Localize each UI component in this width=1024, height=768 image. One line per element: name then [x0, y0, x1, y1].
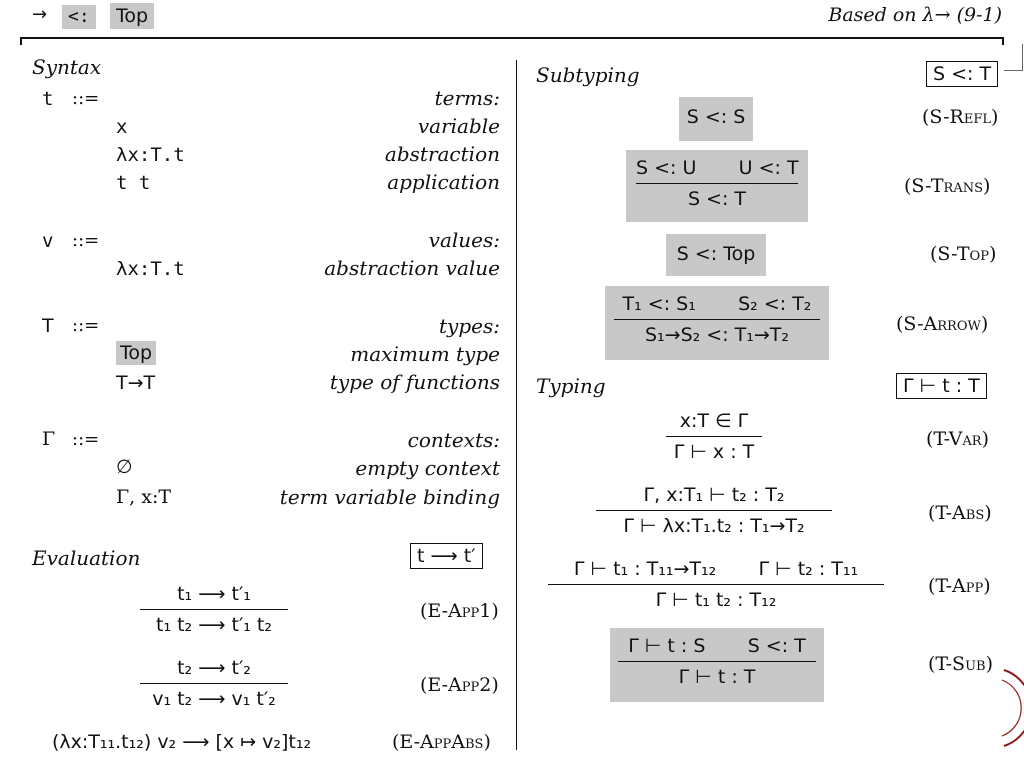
type-expr-function: T→T	[116, 372, 156, 394]
rule-t-abs-name: (T-Abs)	[928, 502, 992, 524]
rule-t-sub	[618, 634, 816, 689]
rule-t-var-bar	[666, 436, 762, 437]
subtyping-judgment: S <: T	[926, 61, 998, 87]
terms-label: terms:	[434, 86, 500, 110]
types-label: types:	[439, 314, 500, 338]
term-desc-abstraction: abstraction	[384, 142, 500, 166]
types-meta: T	[42, 315, 54, 337]
rule-s-arrow-conclusion: S₁→S₂ <: T₁→T₂	[644, 324, 790, 346]
rule-s-arrow-premise: T₁ <: S₁ S₂ <: T₂	[622, 293, 812, 315]
context-expr-empty: ∅	[116, 456, 133, 478]
rule-s-trans-premise: S <: U U <: T	[636, 157, 799, 179]
based-on-note: Based on λ→ (9-1)	[828, 4, 1002, 26]
rule-t-var-name: (T-Var)	[926, 428, 989, 450]
rule-e-app1	[140, 582, 288, 637]
rule-s-arrow-bar	[614, 319, 820, 320]
syntax-title: Syntax	[32, 55, 102, 79]
rule-t-sub-bar	[618, 661, 816, 662]
rule-e-app2	[140, 656, 288, 711]
contexts-def: ::=	[72, 429, 100, 450]
rule-s-trans	[636, 156, 798, 211]
rule-t-abs-bar	[596, 510, 832, 511]
typing-judgment: Γ ⊢ t : T	[896, 373, 987, 399]
evaluation-judgment: t ⟶ t′	[410, 543, 483, 569]
rule-e-app2-conclusion: v₁ t₂ ⟶ v₁ t′₂	[152, 688, 276, 710]
header-arrow-icon: →	[32, 4, 48, 25]
context-expr-binding: Γ, x:T	[116, 486, 172, 508]
rule-t-app-bar	[548, 584, 884, 585]
rule-e-app2-name: (E-App2)	[420, 674, 499, 696]
type-desc-function: type of functions	[329, 370, 500, 394]
rule-e-app1-name: (E-App1)	[420, 600, 499, 622]
evaluation-title: Evaluation	[32, 546, 141, 570]
rule-e-app1-bar	[140, 609, 288, 610]
rule-s-trans-bar	[636, 183, 798, 184]
header-rule-left-tick	[20, 37, 22, 45]
term-expr-abstraction: λx:T.t	[116, 144, 185, 166]
header-subtype-op: <:	[62, 5, 96, 29]
term-expr-application: t t	[116, 172, 151, 194]
rule-s-trans-name: (S-Trans)	[904, 175, 991, 197]
types-def: ::=	[72, 315, 100, 336]
rule-t-app-conclusion: Γ ⊢ t₁ t₂ : T₁₂	[655, 589, 777, 611]
rule-t-app-premise: Γ ⊢ t₁ : T₁₁→T₁₂ Γ ⊢ t₂ : T₁₁	[573, 558, 859, 580]
context-desc-empty: empty context	[355, 456, 500, 480]
rule-e-appabs-expr: (λx:T₁₁.t₁₂) v₂ ⟶ [x ↦ v₂]t₁₂	[52, 731, 312, 753]
rule-s-top-conclusion: S <: Top	[676, 243, 756, 265]
rule-e-app1-conclusion: t₁ t₂ ⟶ t′₁ t₂	[156, 614, 272, 636]
rule-t-var-conclusion: Γ ⊢ x : T	[673, 441, 755, 463]
term-desc-variable: variable	[417, 114, 500, 138]
values-def: ::=	[72, 230, 100, 251]
rule-e-app2-premise: t₂ ⟶ t′₂	[177, 657, 251, 679]
type-expr-top: Top	[116, 341, 156, 365]
rule-t-app	[548, 557, 884, 612]
rule-s-refl-conclusion: S <: S	[686, 106, 746, 128]
rule-t-sub-name: (T-Sub)	[928, 653, 993, 675]
term-desc-application: application	[387, 170, 500, 194]
rule-t-sub-conclusion: Γ ⊢ t : T	[678, 666, 756, 688]
rule-t-sub-premise: Γ ⊢ t : S S <: T	[628, 635, 806, 657]
terms-meta: t	[42, 88, 54, 110]
seal-fragment-icon	[1000, 668, 1024, 748]
values-meta: v	[42, 230, 54, 252]
header-rule	[20, 37, 1004, 39]
rule-t-abs-conclusion: Γ ⊢ λx:T₁.t₂ : T₁→T₂	[623, 515, 805, 537]
rule-t-var-premise: x:T ∈ Γ	[679, 410, 749, 432]
contexts-meta: Γ	[42, 428, 56, 450]
subtyping-title: Subtyping	[536, 63, 640, 87]
rule-s-arrow-name: (S-Arrow)	[896, 313, 989, 335]
rule-t-abs	[596, 483, 832, 538]
rule-e-appabs-name: (E-AppAbs)	[392, 731, 491, 753]
values-label: values:	[428, 228, 500, 252]
rule-s-refl-name: (S-Refl)	[922, 106, 999, 128]
right-edge-bracket	[1004, 44, 1023, 71]
rule-t-abs-premise: Γ, x:T₁ ⊢ t₂ : T₂	[643, 484, 785, 506]
value-desc-abstraction: abstraction value	[324, 256, 500, 280]
rule-t-app-name: (T-App)	[928, 575, 991, 597]
rule-e-app1-premise: t₁ ⟶ t′₁	[177, 583, 251, 605]
typing-title: Typing	[536, 374, 606, 398]
context-desc-binding: term variable binding	[279, 485, 500, 509]
rule-s-arrow	[614, 292, 820, 347]
rule-t-var	[666, 409, 762, 464]
rule-e-app2-bar	[140, 683, 288, 684]
column-divider	[516, 60, 517, 750]
rule-s-trans-conclusion: S <: T	[687, 188, 747, 210]
header-top-type: Top	[110, 3, 154, 29]
type-desc-top: maximum type	[350, 342, 500, 366]
terms-def: ::=	[72, 88, 100, 109]
value-expr-abstraction: λx:T.t	[116, 258, 185, 280]
rule-s-top-name: (S-Top)	[930, 243, 997, 265]
contexts-label: contexts:	[407, 428, 500, 452]
term-expr-variable: x	[116, 116, 128, 138]
